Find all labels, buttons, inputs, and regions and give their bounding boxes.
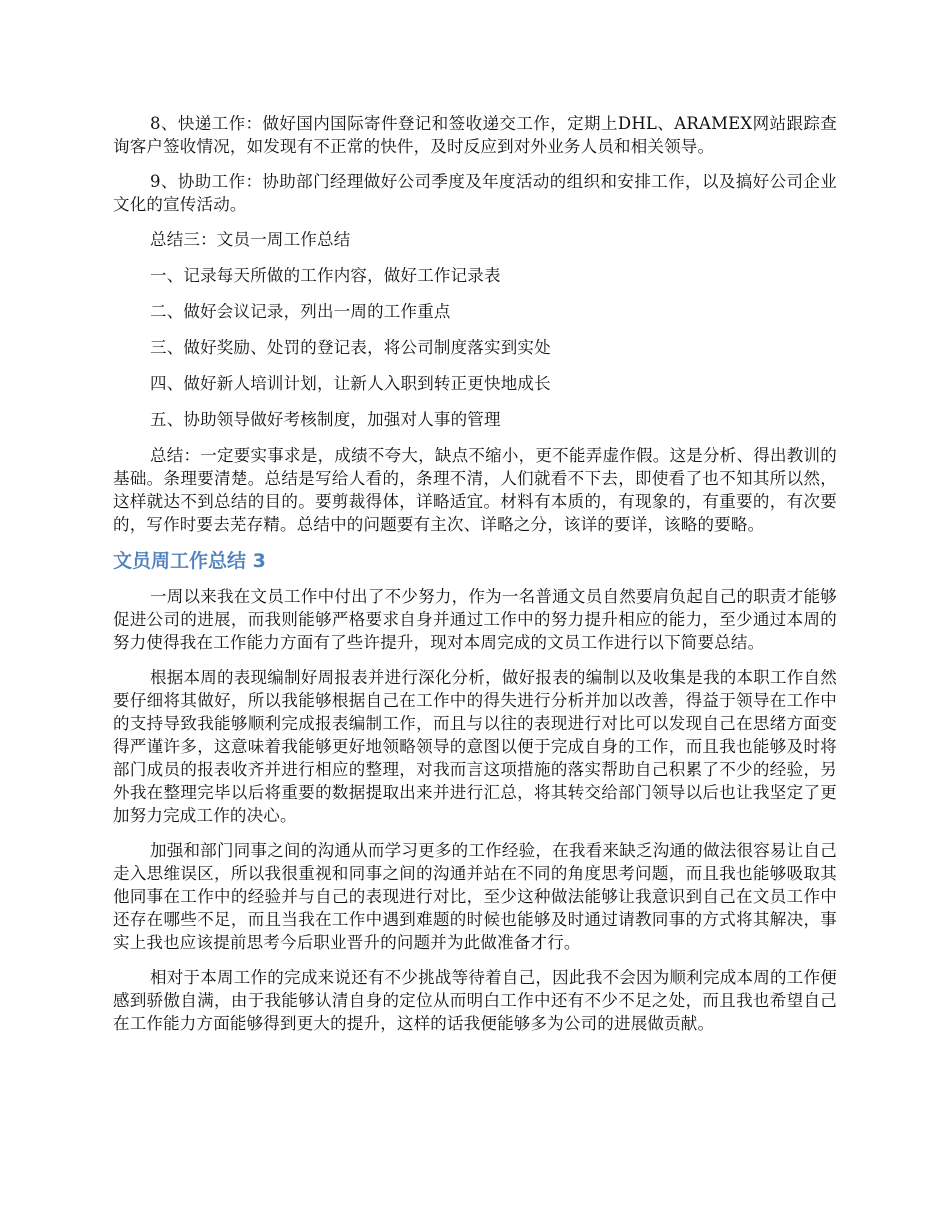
paragraph-assist-work: 9、协助工作：协助部门经理做好公司季度及年度活动的组织和安排工作，以及搞好公司企业文化的宣传活动。 [113,172,837,214]
document-body [113,112,837,1047]
list-item: 四、做好新人培训计划，让新人入职到转正更快地成长 [150,374,551,393]
summary-three-title: 总结三：文员一周工作总结 [150,230,351,249]
list-item: 一、记录每天所做的工作内容，做好工作记录表 [150,266,501,285]
list-item: 三、做好奖励、处罚的登记表，将公司制度落实到实处 [150,338,551,357]
list-item: 五、协助领导做好考核制度，加强对人事的管理 [150,410,501,429]
paragraph-communication: 加强和部门同事之间的沟通从而学习更多的工作经验，在我看来缺乏沟通的做法很容易让自己走入思维误区，所以我很重视和同事之间的沟通并站在不同的角度思考问题，而且我也能够吸取其他同事在工作中的经验并与自己的表现进行对比，至少这种做法能够让我意识到自己在文员工作中还存在哪些不足，而且当我在工作中遇到难题的时候也能够及时通过请教同事的方式将其解决，事实上我也应该提前思考今后职业晋升的问题并为此做准备才行。 [113,841,837,952]
paragraph-conclusion: 总结：一定要实事求是，成绩不夸大，缺点不缩小，更不能弄虚作假。这是分析、得出教训的基础。条理要清楚。总结是写给人看的，条理不清，人们就看不下去，即使看了也不知其所以然，这样就达不到总结的目的。要剪裁得体，详略适宜。材料有本质的，有现象的，有重要的，有次要的，写作时要去芜存精。总结中的问题要有主次、详略之分，该详的要详，该略的要略。 [113,446,837,534]
paragraph-challenges: 相对于本周工作的完成来说还有不少挑战等待着自己，因此我不会因为顺利完成本周的工作便感到骄傲自满，由于我能够认清自身的定位从而明白工作中还有不少不足之处，而且我也希望自己在工作能力方面能够得到更大的提升，这样的话我便能够多为公司的进展做贡献。 [113,968,837,1033]
paragraph-report: 根据本周的表现编制好周报表并进行深化分析，做好报表的编制以及收集是我的本职工作自然要仔细将其做好，所以我能够根据自己在工作中的得失进行分析并加以改善，得益于领导在工作中的支持导致我能够顺利完成报表编制工作，而且与以往的表现进行对比可以发现自己在思绪方面变得严谨许多，这意味着我能够更好地领略领导的意图以便于完成自身的工作，而且我也能够及时将部门成员的报表收齐并进行相应的整理，对我而言这项措施的落实帮助自己积累了不少的经验，另外我在整理完毕以后将重要的数据提取出来并进行汇总，将其转交给部门领导以后也让我坚定了更加努力完成工作的决心。 [113,668,837,825]
paragraph-courier-work: 8、快递工作：做好国内国际寄件登记和签收递交工作，定期上DHL、ARAMEX网站跟踪查询客户签收情况，如发现有不正常的快件，及时反应到对外业务人员和相关领导。 [113,114,837,156]
paragraph-intro: 一周以来我在文员工作中付出了不少努力，作为一名普通文员自然要肩负起自己的职责才能够促进公司的进展，而我则能够严格要求自身并通过工作中的努力提升相应的能力，至少通过本周的努力使得我在工作能力方面有了些许提升，现对本周完成的文员工作进行以下简要总结。 [113,587,837,652]
section-heading: 文员周工作总结 3 [113,550,266,572]
list-item: 二、做好会议记录，列出一周的工作重点 [150,302,451,321]
